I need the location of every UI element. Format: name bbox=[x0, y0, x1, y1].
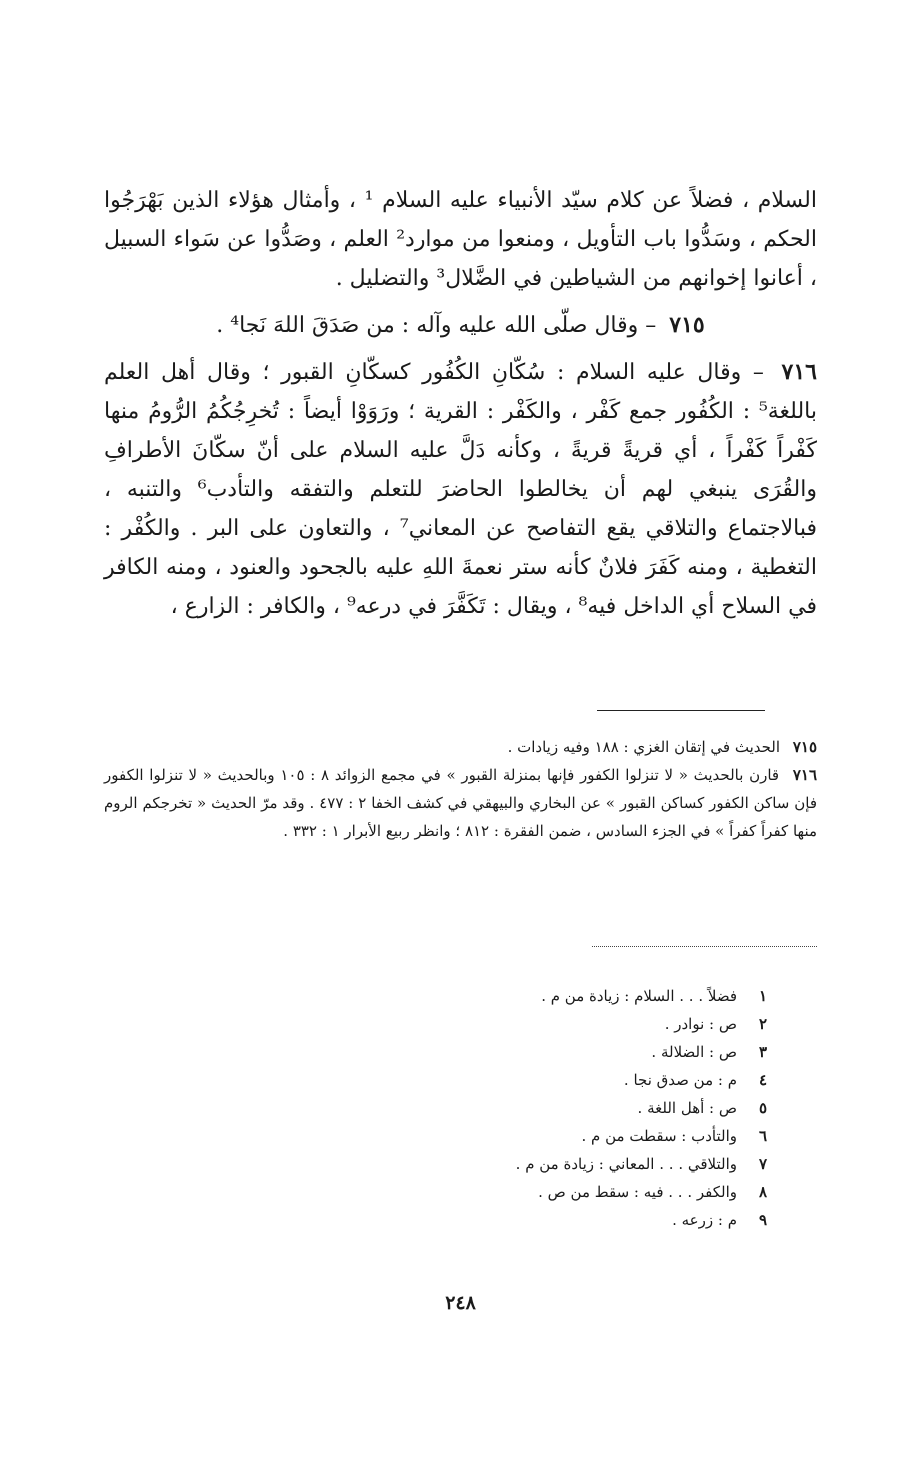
variant-text: ص : نوادر . bbox=[664, 1015, 737, 1033]
variant-item bbox=[450, 1094, 767, 1122]
hadith-text: – وقال عليه السلام : سُكّانِ الكُفُور كسكّانِ القبور ؛ وقال أهل العلم باللغة⁵ : الكُفُور جمع كَفْر ، والكَفْر : القرية ؛ ورَوَوْا أيضاً : تُخرِجُكُمُ الرُّومُ منها كَفْراً كَفْراً ، أي قريةً قريةً ، وكأنه دَلَّ عليه السلام على أنّ سكّانَ الأطرافِ والقُرَى ينبغي لهم أن يخالطوا الحاضرَ للتعلم والتفقه والتأدب⁶ والتنبه ، فبالاجتماع والتلاقي يقع التفاصح عن المعاني⁷ ، والتعاون على البر . والكُفْر : التغطية ، ومنه كَفَرَ فلانٌ كأنه ستر نعمةَ اللهِ عليه بالجحود والعنود ، ومنه الكافر في السلاح أي الداخل فيه⁸ ، ويقال : تَكَفَّرَ في درعه⁹ ، والكافر : الزارع ، bbox=[104, 360, 817, 619]
variant-text: م : من صدق نجا . bbox=[623, 1071, 737, 1089]
variant-text: والتأدب : سقطت من م . bbox=[581, 1127, 737, 1145]
variant-text: ص : الضلالة . bbox=[651, 1043, 737, 1061]
variant-text: والتلاقي . . . المعاني : زيادة من م . bbox=[515, 1155, 737, 1173]
reference-item bbox=[104, 761, 817, 845]
reference-text: قارن بالحديث « لا تنزلوا الكفور فإنها بمنزلة القبور » في مجمع الزوائد ٨ : ١٠٥ وبالحديث « لا تنزلوا الكفور فإن ساكن الكفور كساكن القبور » عن البخاري والبيهقي في كشف الخفا ٢ : ٤٧٧ . وقد مرّ الحديث « تخرجكم الروم منها كفراً كفراً » في الجزء السادس ، ضمن الفقرة : ٨١٢ ؛ وانظر ربيع الأبرار ١ : ٣٣٢ . bbox=[104, 766, 817, 840]
hadith-text: – وقال صلّى الله عليه وآله : من صَدَقَ اللهَ نَجا⁴ . bbox=[216, 313, 657, 338]
hadith-716 bbox=[104, 353, 817, 626]
variant-number: ١ bbox=[758, 987, 767, 1005]
hadith-715 bbox=[104, 306, 817, 345]
variant-number: ٥ bbox=[758, 1099, 767, 1117]
variant-readings bbox=[450, 982, 767, 1234]
variant-number: ٣ bbox=[758, 1043, 767, 1061]
variant-text: م : زرعه . bbox=[672, 1211, 737, 1229]
hadith-number: ٧١٥ bbox=[669, 312, 705, 338]
variants-divider bbox=[592, 946, 817, 947]
variant-number: ٢ bbox=[758, 1015, 767, 1033]
variant-item bbox=[450, 1122, 767, 1150]
variant-number: ٩ bbox=[758, 1211, 767, 1229]
variant-text: والكفر . . . فيه : سقط من ص . bbox=[538, 1183, 737, 1201]
variant-item bbox=[450, 982, 767, 1010]
variant-item bbox=[450, 1150, 767, 1178]
variant-item bbox=[450, 1178, 767, 1206]
variant-item bbox=[450, 1038, 767, 1066]
variant-number: ٤ bbox=[758, 1071, 767, 1089]
variant-item bbox=[450, 1066, 767, 1094]
main-text bbox=[104, 181, 817, 626]
reference-item bbox=[104, 733, 817, 761]
reference-number: ٧١٦ bbox=[792, 766, 817, 784]
variant-item bbox=[450, 1206, 767, 1234]
variant-number: ٨ bbox=[758, 1183, 767, 1201]
variant-number: ٧ bbox=[758, 1155, 767, 1173]
page-number: ٢٤٨ bbox=[445, 1292, 476, 1314]
variant-number: ٦ bbox=[758, 1127, 767, 1145]
variant-text: فضلاً . . . السلام : زيادة من م . bbox=[541, 987, 737, 1005]
hadith-number: ٧١٦ bbox=[781, 359, 817, 385]
reference-text: الحديث في إتقان الغزي : ١٨٨ وفيه زيادات . bbox=[507, 738, 781, 756]
footnote-divider bbox=[597, 710, 765, 711]
paragraph-continuation: السلام ، فضلاً عن كلام سيّد الأنبياء عليه السلام ¹ ، وأمثال هؤلاء الذين بَهْرَجُوا الحكم ، وسَدُّوا باب التأويل ، ومنعوا من موارد² العلم ، وصَدُّوا عن سَواء السبيل ، أعانوا إخوانهم من الشياطين في الضَّلال³ والتضليل . bbox=[104, 188, 817, 291]
variant-text: ص : أهل اللغة . bbox=[637, 1099, 737, 1117]
source-references bbox=[104, 733, 817, 845]
reference-number: ٧١٥ bbox=[792, 738, 817, 756]
variant-item bbox=[450, 1010, 767, 1038]
